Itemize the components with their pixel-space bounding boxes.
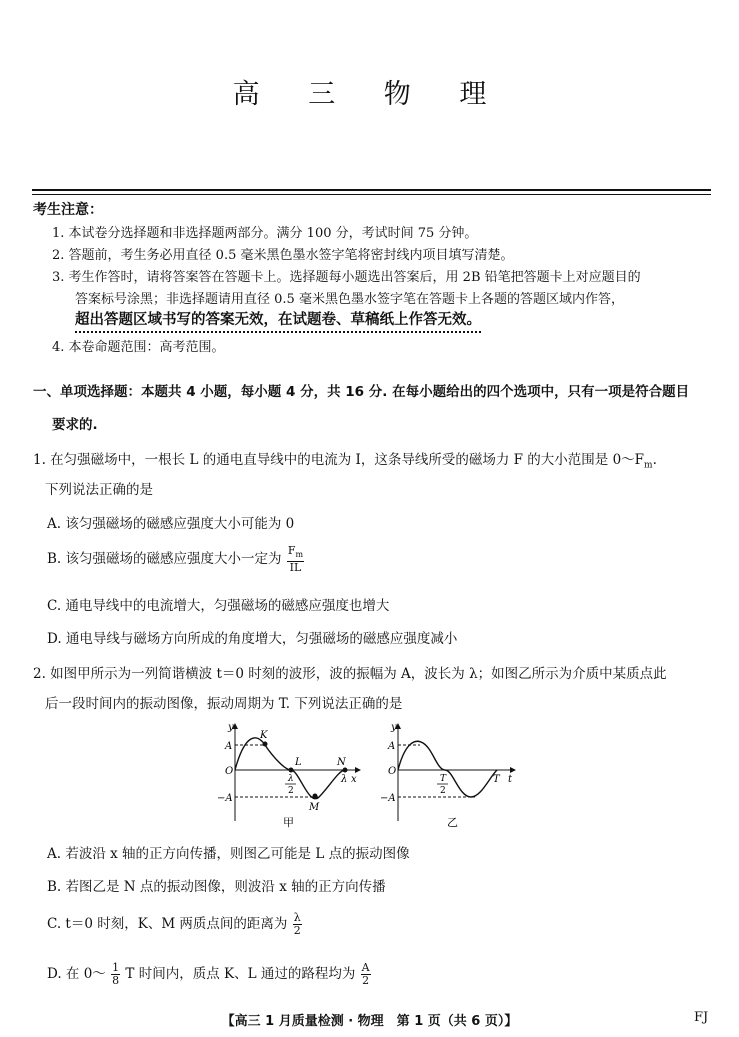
q1-option-b-fraction <box>287 545 304 574</box>
q1-option-b-text: B. 该匀强磁场的磁感应强度大小一定为 <box>47 551 282 568</box>
header-rule-thin <box>32 194 711 195</box>
q2-option-d-pre: D. 在 0～ <box>47 966 106 982</box>
yi-o-label: O <box>388 766 397 777</box>
notice-item-3-cont: 答案标号涂黑；非选择题请用直径 0.5 毫米黑色墨水签字笔在答题卡上各题的答题区域内作答， <box>75 292 624 307</box>
q2-option-a: A. 若波沿 x 轴的正方向传播，则图乙可能是 L 点的振动图像 <box>47 846 410 862</box>
notice-item-1: 1. 本试卷分选择题和非选择题两部分。满分 100 分，考试时间 75 分钟。 <box>52 226 478 241</box>
jia-y-label: y <box>228 722 234 733</box>
q1-stem-cont: 下列说法正确的是 <box>45 482 153 498</box>
yi-period-label: T <box>493 774 500 785</box>
page-title: 高 三 物 理 <box>232 79 507 110</box>
header-rule-thick <box>32 189 711 191</box>
jia-caption: 甲 <box>283 816 294 829</box>
q1-option-d: D. 通电导线与磁场方向所成的角度增大，匀强磁场的磁感应强度减小 <box>47 631 458 647</box>
jia-l-label: L <box>295 757 302 768</box>
fraction-denominator: IL <box>289 561 302 575</box>
q1-stem-sub: m <box>644 460 653 471</box>
jia-k-label: K <box>260 730 268 741</box>
q2-option-d-fraction-1 <box>111 962 120 987</box>
notice-item-4: 4. 本卷命题范围：高考范围。 <box>52 340 225 355</box>
q1-option-b <box>47 545 305 574</box>
figure-yi-vibration <box>380 722 515 829</box>
jia-half-num: λ <box>288 774 294 784</box>
q2-option-b: B. 若图乙是 N 点的振动图像，则波沿 x 轴的正方向传播 <box>47 879 386 895</box>
section-heading: 一、单项选择题：本题共 4 小题，每小题 4 分，共 16 分. 在每小题给出的四个选项中，只有一项是符合题目 <box>33 384 690 400</box>
point-k <box>263 742 268 747</box>
yi-half-den: 2 <box>440 786 446 796</box>
jia-m-label: M <box>309 802 320 813</box>
fraction-numerator: λ <box>293 911 301 924</box>
q2-option-c-text: C. t＝0 时刻，K、M 两质点间的距离为 <box>47 916 288 932</box>
jia-nega-label: −A <box>217 793 233 804</box>
q1-option-c: C. 通电导线中的电流增大，匀强磁场的磁感应强度也增大 <box>47 598 390 614</box>
fraction-denominator: 8 <box>112 974 120 987</box>
fraction-denominator: 2 <box>362 974 370 987</box>
fraction-numerator <box>287 545 304 562</box>
yi-half-num: T <box>440 774 447 784</box>
region-code: FJ <box>694 1010 709 1025</box>
yi-a-label: A <box>388 741 396 752</box>
fraction-num-main: F <box>287 544 296 557</box>
q1-stem <box>33 448 657 471</box>
q2-option-c-fraction <box>293 912 302 937</box>
q2-option-c <box>47 912 303 937</box>
q2-figures <box>215 718 525 830</box>
yi-nega-label: −A <box>380 793 396 804</box>
fraction-num-sub: m <box>295 550 304 560</box>
q2-stem-cont: 后一段时间内的振动图像，振动周期为 T. 下列说法正确的是 <box>45 696 403 712</box>
yi-t-label: t <box>508 774 513 785</box>
page-footer: 【高三 1 月质量检测 · 物理 第 1 页（共 6 页）】 <box>221 1014 518 1029</box>
point-l <box>289 768 294 773</box>
jia-n-label: N <box>337 757 346 768</box>
figure-jia-wave <box>217 722 360 829</box>
jia-x-label: x <box>351 774 357 785</box>
notice-item-2: 2. 答题前，考生务必用直径 0.5 毫米黑色墨水签字笔将密封线内项目填写清楚。 <box>52 248 514 263</box>
fraction-numerator: 1 <box>112 961 120 974</box>
jia-a-label: A <box>225 741 233 752</box>
yi-y-label: y <box>391 722 397 733</box>
q1-stem-end: . <box>652 452 657 468</box>
q2-option-d <box>47 962 372 987</box>
fraction-numerator: A <box>361 961 370 974</box>
notice-heading: 考生注意： <box>33 202 103 218</box>
section-heading-cont: 要求的. <box>52 417 98 433</box>
q2-stem: 2. 如图甲所示为一列简谐横波 t＝0 时刻的波形，波的振幅为 A，波长为 λ；如图乙所示为介质中某质点此 <box>33 666 667 682</box>
q1-stem-text: 1. 在匀强磁场中，一根长 L 的通电直导线中的电流为 I，这条导线所受的磁场力 F 的大小范围是 0～F <box>33 452 645 468</box>
jia-half-den: 2 <box>288 786 294 796</box>
point-m <box>313 794 318 799</box>
q2-option-d-fraction-2 <box>361 962 371 987</box>
q2-option-d-mid: T 时间内，质点 K、L 通过的路程均为 <box>125 966 356 982</box>
yi-caption: 乙 <box>447 816 458 829</box>
jia-lambda-label: λ <box>341 774 348 785</box>
yi-waveform <box>398 741 497 797</box>
fraction-denominator: 2 <box>293 924 301 937</box>
notice-item-3-emphasis: 超出答题区域书写的答案无效，在试题卷、草稿纸上作答无效。 <box>75 312 481 328</box>
jia-o-label: O <box>225 766 234 777</box>
point-n <box>343 768 348 773</box>
notice-item-3: 3. 考生作答时，请将答案答在答题卡上。选择题每小题选出答案后，用 2B 铅笔把答题卡上对应题目的 <box>52 270 641 285</box>
q1-option-a: A. 该匀强磁场的磁感应强度大小可能为 0 <box>47 516 295 532</box>
